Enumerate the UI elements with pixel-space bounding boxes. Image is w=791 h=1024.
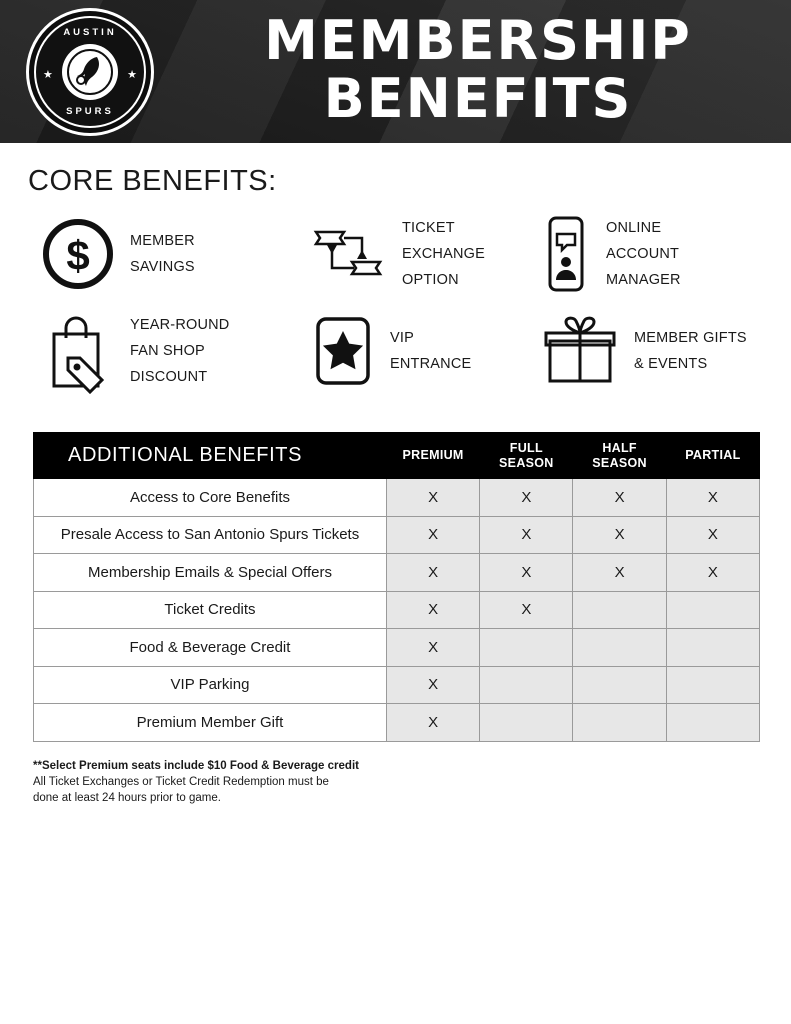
core-benefits-grid xyxy=(40,214,755,394)
core-benefit-label xyxy=(634,325,747,377)
table-row xyxy=(34,666,760,704)
core-benefits-row-1 xyxy=(40,214,755,294)
core-benefit-line: SAVINGS xyxy=(130,259,195,275)
benefit-mark-cell: X xyxy=(573,479,666,517)
core-benefit-ticket-exchange xyxy=(310,214,540,294)
benefit-mark-cell: X xyxy=(386,704,479,742)
core-benefit-label xyxy=(390,325,471,377)
benefit-mark-cell xyxy=(480,666,573,704)
core-benefit-line: FAN SHOP xyxy=(130,343,205,359)
column-header-line: PREMIUM xyxy=(402,448,464,462)
benefit-mark-cell: X xyxy=(386,591,479,629)
benefit-name-cell: Premium Member Gift xyxy=(34,704,387,742)
benefit-mark-cell: X xyxy=(573,554,666,592)
dollar-circle-icon xyxy=(40,216,116,292)
benefit-mark-cell: X xyxy=(573,516,666,554)
core-benefit-fan-shop-discount xyxy=(40,308,310,394)
benefit-mark-cell xyxy=(480,704,573,742)
core-benefit-line: MANAGER xyxy=(606,272,681,288)
core-benefit-line: ONLINE xyxy=(606,220,662,236)
table-header-row xyxy=(34,433,760,479)
benefit-mark-cell xyxy=(666,666,759,704)
page-title-line-1: MEMBERSHIP xyxy=(264,9,692,72)
page-title xyxy=(175,9,781,130)
core-benefit-label xyxy=(130,228,195,280)
logo-bottom-text: SPURS xyxy=(66,106,114,117)
additional-benefits-table xyxy=(33,432,760,742)
core-benefit-line: OPTION xyxy=(402,272,459,288)
benefit-mark-cell xyxy=(573,591,666,629)
table-row xyxy=(34,516,760,554)
table-body xyxy=(34,479,760,742)
benefit-mark-cell: X xyxy=(386,629,479,667)
core-benefit-line: TICKET xyxy=(402,220,455,236)
logo-top-text: AUSTIN xyxy=(63,27,117,38)
benefit-name-cell: VIP Parking xyxy=(34,666,387,704)
core-benefit-line: DISCOUNT xyxy=(130,369,208,385)
star-ticket-icon xyxy=(310,313,376,389)
benefit-mark-cell: X xyxy=(386,479,479,517)
table-row xyxy=(34,591,760,629)
star-icon-left: ★ xyxy=(43,69,53,81)
benefit-mark-cell xyxy=(666,704,759,742)
benefit-mark-cell: X xyxy=(480,516,573,554)
core-benefit-line: YEAR-ROUND xyxy=(130,317,230,333)
column-header-premium xyxy=(386,433,479,479)
core-benefit-line: MEMBER xyxy=(130,233,195,249)
shopping-bag-tag-icon xyxy=(40,308,116,394)
footnote-line-1: **Select Premium seats include $10 Food & Beverage credit xyxy=(33,759,359,772)
core-benefit-member-gifts-events xyxy=(540,308,755,394)
benefit-name-cell: Access to Core Benefits xyxy=(34,479,387,517)
page-header xyxy=(0,0,791,143)
gift-icon xyxy=(540,313,620,389)
core-benefit-line: MEMBER GIFTS xyxy=(634,330,747,346)
table-header xyxy=(34,433,760,479)
page-title-line-2: BENEFITS xyxy=(323,67,633,130)
benefit-mark-cell xyxy=(573,666,666,704)
benefit-mark-cell: X xyxy=(666,554,759,592)
benefit-mark-cell xyxy=(573,629,666,667)
core-benefit-line: EXCHANGE xyxy=(402,246,485,262)
column-header-full-season xyxy=(480,433,573,479)
benefit-mark-cell: X xyxy=(480,479,573,517)
benefit-mark-cell: X xyxy=(386,516,479,554)
benefit-name-cell: Presale Access to San Antonio Spurs Tickets xyxy=(34,516,387,554)
column-header-line: PARTIAL xyxy=(685,448,741,462)
austin-spurs-logo xyxy=(26,8,154,136)
core-benefit-line: ACCOUNT xyxy=(606,246,680,262)
table-title-cell: ADDITIONAL BENEFITS xyxy=(34,433,387,479)
core-benefit-line: ENTRANCE xyxy=(390,356,472,372)
benefit-mark-cell: X xyxy=(666,479,759,517)
column-header-line: HALF xyxy=(602,440,637,455)
core-benefit-label xyxy=(402,215,485,293)
core-benefit-line: VIP xyxy=(390,330,414,346)
footnote-line-2: All Ticket Exchanges or Ticket Credit Redemption must be xyxy=(33,775,329,788)
ticket-exchange-icon xyxy=(310,216,388,292)
benefit-mark-cell: X xyxy=(386,666,479,704)
column-header-line: SEASON xyxy=(592,455,647,470)
footnote xyxy=(33,758,791,806)
core-benefit-label xyxy=(606,215,681,293)
table-row xyxy=(34,479,760,517)
svg-text:$: $ xyxy=(66,232,90,279)
column-header-line: FULL xyxy=(509,440,543,455)
core-benefits-row-2 xyxy=(40,308,755,394)
benefit-mark-cell xyxy=(666,629,759,667)
core-benefit-label xyxy=(130,312,229,390)
core-benefit-line: & EVENTS xyxy=(634,356,708,372)
footnote-line-3: done at least 24 hours prior to game. xyxy=(33,791,221,804)
core-benefits-heading: CORE BENEFITS: xyxy=(28,165,277,197)
table-row xyxy=(34,554,760,592)
benefit-mark-cell xyxy=(480,629,573,667)
logo-inner-ring xyxy=(34,16,146,128)
column-header-half-season xyxy=(573,433,666,479)
table-row xyxy=(34,629,760,667)
benefit-name-cell: Food & Beverage Credit xyxy=(34,629,387,667)
core-benefit-online-account-manager xyxy=(540,214,755,294)
core-benefit-member-savings xyxy=(40,214,310,294)
benefit-mark-cell: X xyxy=(480,591,573,629)
benefit-mark-cell: X xyxy=(386,554,479,592)
core-benefit-vip-entrance xyxy=(310,308,540,394)
column-header-partial xyxy=(666,433,759,479)
benefit-mark-cell xyxy=(666,591,759,629)
table-row xyxy=(34,704,760,742)
star-icon-right: ★ xyxy=(127,69,137,81)
benefit-name-cell: Ticket Credits xyxy=(34,591,387,629)
spur-emblem-icon xyxy=(62,44,118,100)
benefit-mark-cell xyxy=(573,704,666,742)
benefit-mark-cell: X xyxy=(666,516,759,554)
mobile-account-icon xyxy=(540,214,592,294)
benefit-mark-cell: X xyxy=(480,554,573,592)
benefit-name-cell: Membership Emails & Special Offers xyxy=(34,554,387,592)
additional-benefits-table-wrap xyxy=(33,432,760,742)
column-header-line: SEASON xyxy=(499,455,554,470)
